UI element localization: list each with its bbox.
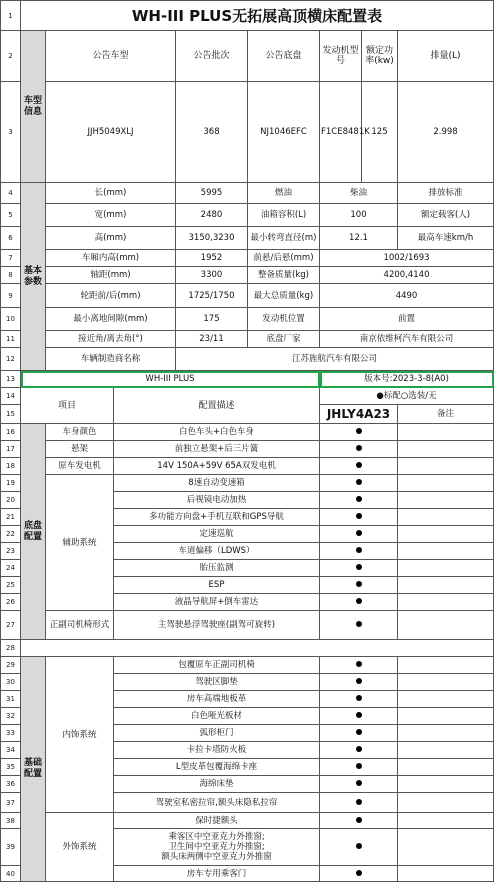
standard-dot-icon bbox=[356, 843, 362, 849]
row-number: 11 bbox=[1, 331, 21, 348]
table-row bbox=[1, 31, 494, 82]
table-row bbox=[1, 388, 494, 405]
row-number: 33 bbox=[1, 725, 21, 742]
config-description bbox=[114, 594, 320, 611]
config-description-line: 液晶导航屏+倒车雷达 bbox=[174, 597, 259, 607]
approach-angle-label: 接近角/离去角(°) bbox=[46, 331, 176, 348]
version-number: 版本号:2023-3-8(A0) bbox=[320, 371, 494, 388]
vehicle-info-header: 公告底盘 bbox=[248, 31, 320, 82]
width-label: 宽(mm) bbox=[46, 204, 176, 227]
note-cell bbox=[398, 594, 494, 611]
standard-marker bbox=[320, 793, 398, 813]
standard-marker bbox=[320, 691, 398, 708]
config-description-line: 房车高端地板革 bbox=[186, 694, 247, 704]
config-description bbox=[114, 674, 320, 691]
group-chassis-config: 底盘配置 bbox=[21, 424, 46, 640]
standard-marker bbox=[320, 475, 398, 492]
seats-label: 额定载客(人) bbox=[398, 204, 494, 227]
speed-label: 最高车速km/h bbox=[398, 227, 494, 250]
manufacturer-label: 车辆制造商名称 bbox=[46, 348, 176, 371]
row-number: 30 bbox=[1, 674, 21, 691]
table-row bbox=[1, 331, 494, 348]
gross-weight-value: 4490 bbox=[320, 284, 494, 308]
standard-marker bbox=[320, 492, 398, 509]
note-cell bbox=[398, 475, 494, 492]
config-description bbox=[114, 813, 320, 829]
standard-marker bbox=[320, 674, 398, 691]
track-value: 1725/1750 bbox=[176, 284, 248, 308]
standard-dot-icon bbox=[356, 729, 362, 735]
table-row bbox=[1, 424, 494, 441]
clearance-value: 175 bbox=[176, 308, 248, 331]
config-description-line: 定速巡航 bbox=[199, 529, 234, 539]
row-number: 13 bbox=[1, 371, 21, 388]
row-number: 34 bbox=[1, 742, 21, 759]
config-description-line: 包覆原车正副司机椅 bbox=[178, 660, 255, 670]
standard-dot-icon bbox=[356, 496, 362, 502]
note-cell bbox=[398, 742, 494, 759]
standard-dot-icon bbox=[356, 513, 362, 519]
table-row bbox=[1, 657, 494, 674]
vehicle-info-value: 125 bbox=[362, 82, 398, 183]
table-row bbox=[1, 308, 494, 331]
table-row bbox=[1, 640, 494, 657]
standard-dot-icon bbox=[356, 547, 362, 553]
row-number: 37 bbox=[1, 793, 21, 813]
turn-value: 12.1 bbox=[320, 227, 398, 250]
group-basic-params: 基本参数 bbox=[21, 183, 46, 371]
config-description-line: 白色车头+白色车身 bbox=[178, 427, 255, 437]
config-description-line: 车道偏移（LDWS） bbox=[178, 546, 255, 556]
standard-marker bbox=[320, 594, 398, 611]
wheelbase-label: 轴距(mm) bbox=[46, 267, 176, 284]
clearance-label: 最小离地间隙(mm) bbox=[46, 308, 176, 331]
standard-dot-icon bbox=[356, 799, 362, 805]
standard-marker bbox=[320, 611, 398, 640]
table-row bbox=[1, 475, 494, 492]
item-column-header: 项目 bbox=[21, 388, 114, 424]
config-description-line: 额头床两侧中空亚克力外推窗 bbox=[161, 852, 272, 862]
config-description-line: L型皮革包覆海绵卡座 bbox=[175, 762, 258, 772]
config-description bbox=[114, 829, 320, 866]
config-description-line: 后视镜电动加热 bbox=[186, 495, 247, 505]
config-description bbox=[114, 492, 320, 509]
standard-dot-icon bbox=[356, 712, 362, 718]
standard-dot-icon bbox=[356, 445, 362, 451]
row-number: 25 bbox=[1, 577, 21, 594]
table-row bbox=[1, 284, 494, 308]
fuel-label: 燃油 bbox=[248, 183, 320, 204]
standard-marker bbox=[320, 725, 398, 742]
standard-marker bbox=[320, 708, 398, 725]
length-label: 长(mm) bbox=[46, 183, 176, 204]
config-description bbox=[114, 611, 320, 640]
cabin-height-label: 车厢内高(mm) bbox=[46, 250, 176, 267]
legend-text: ●标配○选装/无 bbox=[320, 388, 494, 405]
height-value: 3150,3230 bbox=[176, 227, 248, 250]
note-cell bbox=[398, 424, 494, 441]
wheelbase-value: 3300 bbox=[176, 267, 248, 284]
note-cell bbox=[398, 759, 494, 776]
note-cell bbox=[398, 657, 494, 674]
config-item: 原车发电机 bbox=[46, 458, 114, 475]
config-description-line: 乘客区中空亚克力外推窗; bbox=[168, 832, 265, 842]
config-item: 悬架 bbox=[46, 441, 114, 458]
note-cell bbox=[398, 577, 494, 594]
note-cell bbox=[398, 708, 494, 725]
emission-label: 排放标准 bbox=[398, 183, 494, 204]
config-description bbox=[114, 560, 320, 577]
standard-dot-icon bbox=[356, 870, 362, 876]
config-item: 正副司机椅形式 bbox=[46, 611, 114, 640]
row-number: 14 bbox=[1, 388, 21, 405]
standard-marker bbox=[320, 759, 398, 776]
gross-weight-label: 最大总质量(kg) bbox=[248, 284, 320, 308]
config-description bbox=[114, 793, 320, 813]
overhang-value: 1002/1693 bbox=[320, 250, 494, 267]
engine-position-label: 发动机位置 bbox=[248, 308, 320, 331]
row-number: 4 bbox=[1, 183, 21, 204]
config-description bbox=[114, 657, 320, 674]
row-number: 29 bbox=[1, 657, 21, 674]
standard-marker bbox=[320, 577, 398, 594]
sheet-title: WH-III PLUS无拓展高顶横床配置表 bbox=[21, 1, 494, 31]
config-description bbox=[114, 742, 320, 759]
row-number: 19 bbox=[1, 475, 21, 492]
config-description-line: 前独立悬架+后三片簧 bbox=[174, 444, 259, 454]
row-number: 10 bbox=[1, 308, 21, 331]
approach-angle-value: 23/11 bbox=[176, 331, 248, 348]
config-description bbox=[114, 725, 320, 742]
fuel-value: 柴油 bbox=[320, 183, 398, 204]
config-description bbox=[114, 776, 320, 793]
note-cell bbox=[398, 829, 494, 866]
group-base-config: 基础配置 bbox=[21, 657, 46, 882]
config-description-line: 白色哑光板材 bbox=[190, 711, 242, 721]
table-row bbox=[1, 204, 494, 227]
standard-marker bbox=[320, 657, 398, 674]
vehicle-info-value: JJH5049XLJ bbox=[46, 82, 176, 183]
standard-dot-icon bbox=[356, 678, 362, 684]
row-number: 40 bbox=[1, 866, 21, 882]
row-number: 24 bbox=[1, 560, 21, 577]
vehicle-info-header: 公告批次 bbox=[176, 31, 248, 82]
config-description bbox=[114, 577, 320, 594]
config-description-line: 海绵床垫 bbox=[199, 779, 234, 789]
row-number: 17 bbox=[1, 441, 21, 458]
row-number: 22 bbox=[1, 526, 21, 543]
config-item: 内饰系统 bbox=[46, 657, 114, 813]
standard-dot-icon bbox=[356, 598, 362, 604]
config-description bbox=[114, 458, 320, 475]
config-description bbox=[114, 866, 320, 882]
engine-position-value: 前置 bbox=[320, 308, 494, 331]
vehicle-info-value: 2.998 bbox=[398, 82, 494, 183]
note-cell bbox=[398, 458, 494, 475]
row-number: 32 bbox=[1, 708, 21, 725]
note-cell bbox=[398, 813, 494, 829]
row-number: 36 bbox=[1, 776, 21, 793]
note-cell bbox=[398, 543, 494, 560]
vehicle-info-value: 368 bbox=[176, 82, 248, 183]
row-number: 23 bbox=[1, 543, 21, 560]
note-cell bbox=[398, 725, 494, 742]
row-number: 31 bbox=[1, 691, 21, 708]
config-description bbox=[114, 691, 320, 708]
standard-dot-icon bbox=[356, 530, 362, 536]
standard-dot-icon bbox=[356, 661, 362, 667]
standard-marker bbox=[320, 509, 398, 526]
standard-dot-icon bbox=[356, 564, 362, 570]
table-row bbox=[1, 348, 494, 371]
row-number: 26 bbox=[1, 594, 21, 611]
config-description-line: 驾驶室私密拉帘,额头床隐私拉帘 bbox=[155, 797, 278, 808]
note-cell bbox=[398, 441, 494, 458]
config-description-line: 卡拉卡塔防火板 bbox=[186, 745, 247, 755]
row-number: 3 bbox=[1, 82, 21, 183]
table-row bbox=[1, 250, 494, 267]
vehicle-info-header: 公告车型 bbox=[46, 31, 176, 82]
config-description bbox=[114, 475, 320, 492]
config-description-line: 多功能方向盘+手机互联和GPS导航 bbox=[149, 512, 284, 522]
vehicle-info-header: 额定功率(kw) bbox=[362, 31, 398, 82]
standard-marker bbox=[320, 866, 398, 882]
note-cell bbox=[398, 866, 494, 882]
row-number: 27 bbox=[1, 611, 21, 640]
row-number: 7 bbox=[1, 250, 21, 267]
chassis-maker-value: 南京依维柯汽车有限公司 bbox=[320, 331, 494, 348]
config-description-line: ESP bbox=[208, 580, 225, 590]
config-description bbox=[114, 708, 320, 725]
note-cell bbox=[398, 611, 494, 640]
row-number: 6 bbox=[1, 227, 21, 250]
chassis-maker-label: 底盘厂家 bbox=[248, 331, 320, 348]
blank-row bbox=[21, 640, 494, 657]
standard-dot-icon bbox=[356, 817, 362, 823]
row-number: 35 bbox=[1, 759, 21, 776]
length-value: 5995 bbox=[176, 183, 248, 204]
group-vehicle-info: 车型信息 bbox=[21, 31, 46, 183]
config-description-line: 主驾驶悬浮驾驶座(副驾可旋转) bbox=[157, 620, 276, 630]
note-cell bbox=[398, 509, 494, 526]
config-description-line: 保时捷额头 bbox=[195, 815, 238, 826]
note-cell bbox=[398, 793, 494, 813]
standard-dot-icon bbox=[356, 462, 362, 468]
row-number: 12 bbox=[1, 348, 21, 371]
row-number: 20 bbox=[1, 492, 21, 509]
standard-dot-icon bbox=[356, 479, 362, 485]
config-item: 车身颜色 bbox=[46, 424, 114, 441]
vehicle-info-value: F1CE8481K bbox=[320, 82, 362, 183]
config-description-line: 卫生间中空亚克力外推窗; bbox=[168, 842, 265, 852]
row-number: 39 bbox=[1, 829, 21, 866]
config-description bbox=[114, 509, 320, 526]
height-label: 高(mm) bbox=[46, 227, 176, 250]
tank-label: 油箱容积(L) bbox=[248, 204, 320, 227]
config-description-line: 弧形柜门 bbox=[199, 728, 234, 738]
row-number: 8 bbox=[1, 267, 21, 284]
standard-marker bbox=[320, 543, 398, 560]
config-description-line: 8速自动变速箱 bbox=[188, 478, 245, 488]
row-number: 15 bbox=[1, 405, 21, 424]
note-cell bbox=[398, 776, 494, 793]
standard-dot-icon bbox=[356, 428, 362, 434]
row-number: 21 bbox=[1, 509, 21, 526]
overhang-label: 前悬/后悬(mm) bbox=[248, 250, 320, 267]
turn-label: 最小转弯直径(m) bbox=[248, 227, 320, 250]
curb-weight-value: 4200,4140 bbox=[320, 267, 494, 284]
standard-marker bbox=[320, 829, 398, 866]
standard-marker bbox=[320, 742, 398, 759]
variant-code: JHLY4A23 bbox=[320, 405, 398, 424]
track-label: 轮距前/后(mm) bbox=[46, 284, 176, 308]
config-description bbox=[114, 543, 320, 560]
table-row bbox=[1, 813, 494, 829]
config-description bbox=[114, 424, 320, 441]
standard-dot-icon bbox=[356, 763, 362, 769]
note-cell bbox=[398, 691, 494, 708]
row-number: 18 bbox=[1, 458, 21, 475]
standard-marker bbox=[320, 424, 398, 441]
cabin-height-value: 1952 bbox=[176, 250, 248, 267]
table-row bbox=[1, 227, 494, 250]
standard-marker bbox=[320, 458, 398, 475]
config-description-line: 14V 150A+59V 65A双发电机 bbox=[157, 461, 276, 471]
config-description-line: 房车专用乘客门 bbox=[186, 868, 247, 879]
note-cell bbox=[398, 674, 494, 691]
config-item: 外饰系统 bbox=[46, 813, 114, 882]
standard-dot-icon bbox=[356, 581, 362, 587]
standard-marker bbox=[320, 813, 398, 829]
vehicle-info-value: NJ1046EFC bbox=[248, 82, 320, 183]
model-name: WH-III PLUS bbox=[21, 371, 320, 388]
config-item: 辅助系统 bbox=[46, 475, 114, 611]
standard-dot-icon bbox=[356, 695, 362, 701]
table-row bbox=[1, 458, 494, 475]
row-number: 2 bbox=[1, 31, 21, 82]
description-column-header: 配置描述 bbox=[114, 388, 320, 424]
note-cell bbox=[398, 526, 494, 543]
table-row bbox=[1, 267, 494, 284]
config-description bbox=[114, 759, 320, 776]
config-description bbox=[114, 441, 320, 458]
width-value: 2480 bbox=[176, 204, 248, 227]
vehicle-info-header: 发动机型号 bbox=[320, 31, 362, 82]
vehicle-info-header: 排量(L) bbox=[398, 31, 494, 82]
standard-dot-icon bbox=[356, 780, 362, 786]
row-number: 28 bbox=[1, 640, 21, 657]
config-description bbox=[114, 526, 320, 543]
standard-marker bbox=[320, 526, 398, 543]
note-cell bbox=[398, 560, 494, 577]
row-number: 38 bbox=[1, 813, 21, 829]
manufacturer-value: 江苏旌航汽车有限公司 bbox=[176, 348, 494, 371]
table-row bbox=[1, 1, 494, 31]
table-row bbox=[1, 183, 494, 204]
standard-dot-icon bbox=[356, 621, 362, 627]
row-number: 9 bbox=[1, 284, 21, 308]
config-description-line: 驾驶区脚垫 bbox=[195, 677, 238, 687]
curb-weight-label: 整备质量(kg) bbox=[248, 267, 320, 284]
config-description-line: 胎压监测 bbox=[199, 563, 234, 573]
standard-marker bbox=[320, 776, 398, 793]
standard-marker bbox=[320, 560, 398, 577]
standard-marker bbox=[320, 441, 398, 458]
table-row bbox=[1, 441, 494, 458]
tank-value: 100 bbox=[320, 204, 398, 227]
table-row bbox=[1, 371, 494, 388]
table-row bbox=[1, 611, 494, 640]
table-row bbox=[1, 82, 494, 183]
note-column-header: 备注 bbox=[398, 405, 494, 424]
row-number: 16 bbox=[1, 424, 21, 441]
note-cell bbox=[398, 492, 494, 509]
row-number: 5 bbox=[1, 204, 21, 227]
standard-dot-icon bbox=[356, 746, 362, 752]
row-number: 1 bbox=[1, 1, 21, 31]
